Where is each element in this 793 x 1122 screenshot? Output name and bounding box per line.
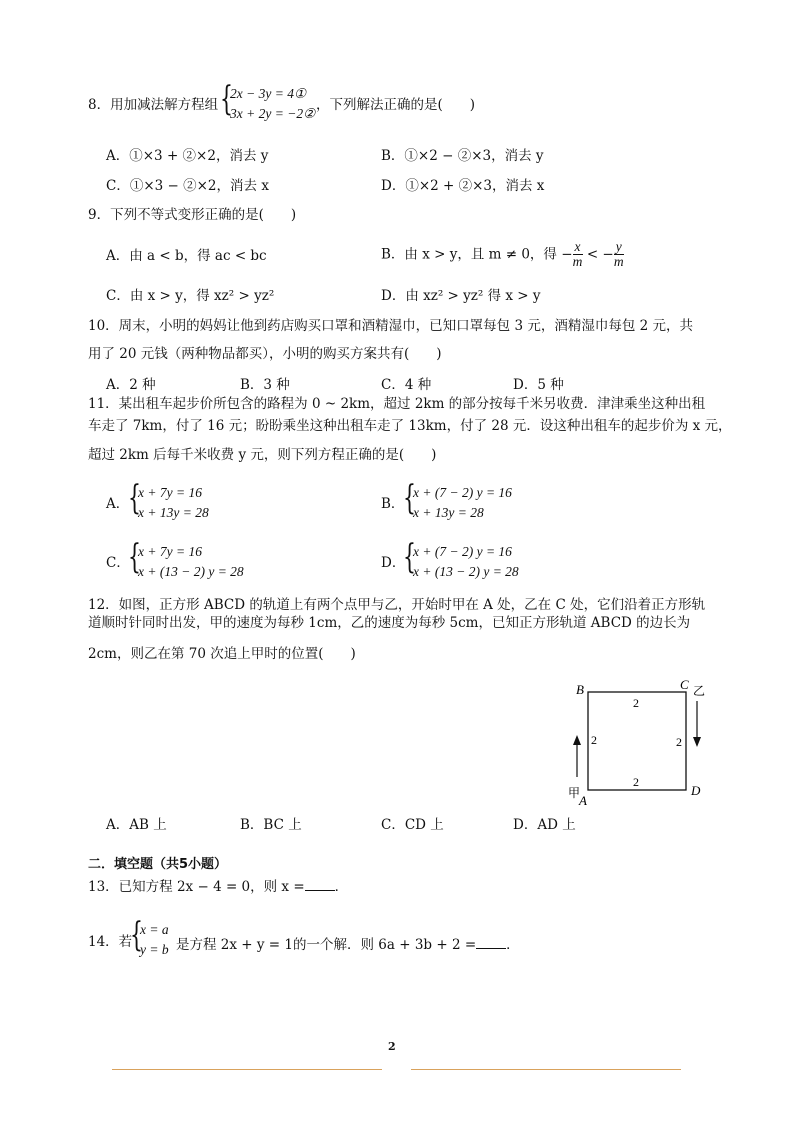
label-b: B — [576, 682, 584, 697]
side-label-left: 2 — [591, 733, 597, 747]
q9-option-b[interactable] — [381, 240, 624, 269]
q11-option-a-label[interactable]: A． — [106, 496, 130, 512]
q14-equation-system — [130, 915, 180, 962]
q14-mid: 是方程 2x + y = 1的一个解．则 6a + 3b + 2 = — [176, 937, 477, 953]
q10-option-a[interactable]: A．2 种 — [106, 377, 156, 393]
q11-option-a-eq1: x + 7y = 16 — [138, 485, 202, 500]
side-label-right: 2 — [676, 735, 682, 749]
q12-option-c[interactable]: C．CD 上 — [381, 817, 444, 833]
label-yi: 乙 — [693, 684, 706, 698]
q9-stem: 9．下列不等式变形正确的是( ) — [88, 207, 297, 223]
q8-eq2: 3x + 2y = −2② — [230, 106, 316, 121]
q14-prefix: 14．若 — [88, 934, 133, 950]
q14-eq1: x = a — [140, 922, 169, 937]
q8-stem-prefix: 8．用加减法解方程组 — [88, 97, 219, 113]
footer-rule-left — [112, 1069, 382, 1070]
q8-equation-system — [220, 79, 330, 126]
q11-line3: 超过 2km 后每千米收费 y 元，则下列方程正确的是( ) — [88, 447, 437, 463]
q11-option-c-label[interactable]: C． — [106, 555, 130, 571]
q12-square-track-figure — [560, 675, 720, 810]
q9-option-b-prefix: B．由 x > y，且 m ≠ 0，得 − — [381, 246, 573, 263]
q14-answer-blank[interactable] — [476, 934, 506, 949]
q10-option-b[interactable]: B．3 种 — [240, 377, 290, 393]
label-a: A — [579, 793, 587, 808]
q11-option-a-eq2: x + 13y = 28 — [138, 505, 209, 520]
brace-icon: { — [128, 478, 141, 518]
q8-stem-suffix: ，下列解法正确的是( ) — [316, 97, 476, 113]
q11-option-a-system[interactable] — [128, 478, 248, 525]
q13-line — [88, 876, 348, 895]
brace-icon: { — [220, 79, 233, 119]
q12-option-d[interactable]: D．AD 上 — [513, 817, 576, 833]
footer-rule-right — [411, 1069, 681, 1070]
q10-option-d[interactable]: D．5 种 — [513, 377, 564, 393]
q9-option-c[interactable]: C．由 x > y，得 xz² > yz² — [106, 288, 275, 304]
fraction-denominator: m — [572, 254, 583, 270]
q11-option-b-label[interactable]: B． — [381, 496, 405, 512]
q9-fraction-y-over-m — [614, 240, 624, 269]
q8-option-c[interactable]: C．①×3 − ②×2，消去 x — [106, 178, 269, 194]
section-fill-in-title: 二．填空题（共5小题） — [88, 857, 228, 872]
q11-option-c-system[interactable] — [128, 537, 268, 584]
q13-text: 13．已知方程 2x − 4 = 0，则 x = — [88, 879, 305, 895]
label-d: D — [691, 783, 701, 798]
q11-option-c-eq1: x + 7y = 16 — [138, 544, 202, 559]
fraction-numerator: y — [615, 239, 622, 254]
side-label-top: 2 — [633, 696, 639, 710]
label-jia: 甲 — [568, 786, 581, 800]
q11-option-d-eq1: x + (7 − 2) y = 16 — [413, 544, 512, 559]
down-arrowhead-icon — [693, 737, 701, 747]
q8-option-b[interactable]: B．①×2 − ②×3，消去 y — [381, 148, 544, 164]
q14-suffix: ． — [506, 937, 520, 953]
q11-option-b-eq1: x + (7 − 2) y = 16 — [413, 485, 512, 500]
brace-icon: { — [128, 537, 141, 577]
q14-eq2: y = b — [140, 942, 169, 957]
q12-option-a[interactable]: A．AB 上 — [106, 817, 167, 833]
q13-suffix: ． — [334, 879, 349, 895]
label-c: C — [680, 677, 689, 692]
q8-option-d[interactable]: D．①×2 + ②×3，消去 x — [381, 178, 545, 194]
fraction-numerator: x — [574, 239, 581, 254]
q11-option-b-eq2: x + 13y = 28 — [413, 505, 484, 520]
q12-option-b[interactable]: B．BC 上 — [240, 817, 302, 833]
page-number: 2 — [388, 1040, 396, 1053]
q14-line — [176, 934, 520, 953]
q13-answer-blank[interactable] — [305, 876, 335, 891]
q9-option-b-mid: < − — [582, 246, 614, 263]
q11-line2: 车走了 7km，付了 16 元；盼盼乘坐这种出租车走了 13km，付了 28 元．设这种出租车的起步价为 x 元， — [88, 418, 732, 434]
q11-line1: 11．某出租车起步价所包含的路程为 0 ~ 2km，超过 2km 的部分按每千米另收费．津津乘坐这种出租 — [88, 396, 706, 412]
brace-icon: { — [403, 537, 416, 577]
q10-line1: 10．周末，小明的妈妈让他到药店购买口罩和酒精湿巾，已知口罩每包 3 元，酒精湿巾每包 2 元，共 — [88, 318, 694, 334]
side-label-bottom: 2 — [633, 775, 639, 789]
q12-line2: 道顺时针同时出发，甲的速度为每秒 1cm，乙的速度为每秒 5cm，已知正方形轨道 ABCD 的边长为 — [88, 615, 691, 631]
q11-option-d-system[interactable] — [403, 537, 543, 584]
q9-fraction-x-over-m — [573, 240, 583, 269]
q8-eq1: 2x − 3y = 4① — [230, 86, 307, 101]
q12-line3: 2cm，则乙在第 70 次追上甲时的位置( ) — [88, 646, 356, 662]
brace-icon: { — [130, 915, 143, 955]
up-arrowhead-icon — [573, 735, 581, 745]
q11-option-c-eq2: x + (13 − 2) y = 28 — [138, 564, 244, 579]
q10-option-c[interactable]: C．4 种 — [381, 377, 432, 393]
brace-icon: { — [403, 478, 416, 518]
q11-option-d-eq2: x + (13 − 2) y = 28 — [413, 564, 519, 579]
q10-line2: 用了 20 元钱（两种物品都买），小明的购买方案共有( ) — [88, 346, 442, 362]
q11-option-d-label[interactable]: D． — [381, 555, 406, 571]
q8-option-a[interactable]: A．①×3 + ②×2，消去 y — [106, 148, 269, 164]
q9-option-a[interactable]: A．由 a < b，得 ac < bc — [106, 248, 267, 264]
q12-line1: 12．如图，正方形 ABCD 的轨道上有两个点甲与乙，开始时甲在 A 处，乙在 C 处，它们沿着正方形轨 — [88, 597, 706, 613]
q9-option-d[interactable]: D．由 xz² > yz² 得 x > y — [381, 288, 541, 304]
fraction-denominator: m — [613, 254, 624, 270]
q11-option-b-system[interactable] — [403, 478, 543, 525]
